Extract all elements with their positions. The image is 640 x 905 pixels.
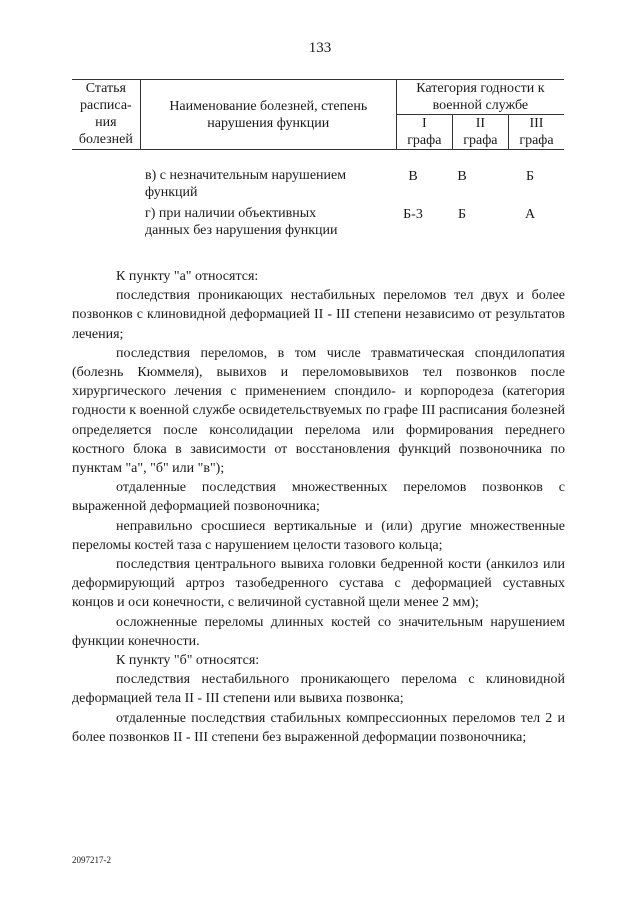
body-paragraph: отдаленные последствия множественных переломов позвонков с выраженной деформацией позвоночника; [72,480,565,515]
column-numeral: II [475,116,486,131]
body-paragraph: последствия переломов, в том числе травматическая спондилопатия (болезнь Кюммеля), вывихов и переломовывихов тел позвонков после хирургического лечения с применением спондило- и корпородеза (категория годности к военной службе освидетельствуемых по графе III расписания болезней определяется после консолидации перелома или формирования переднего костного блока в зависимости от восстановления функций позвоночника по пунктам "а", "б" или "в"); [72,345,565,477]
row-description [145,205,373,239]
column-label: графа [519,133,554,148]
body-text [72,267,565,747]
row-description [145,167,373,201]
article-header-line: Статья [85,81,126,96]
column-header-1 [396,115,452,150]
row-text-line: данных без нарушения функции [145,223,338,238]
row-text-line: функций [145,185,198,200]
document-code: 2097217-2 [72,855,111,865]
column-label: графа [407,133,442,148]
category-header-line: военной службе [432,98,529,113]
disease-table-header [72,79,564,150]
section-heading: К пункту "б" относятся: [116,653,260,669]
category-column-header [396,80,564,115]
section-heading: К пункту "а" относятся: [116,269,259,284]
row-category-2: Б [457,207,467,222]
name-header-line: нарушения функции [207,115,330,131]
column-numeral: III [529,116,544,131]
row-category-3: Б [525,169,535,184]
body-paragraph: последствия нестабильного проникающего перелома с клиновидной деформацией тела II - III степени или вывиха позвонка; [72,672,565,707]
body-paragraph: последствия центрального вывиха головки бедренной кости (анкилоз или деформирующий артроз тазобедренного сустава с деформацией суставных концов и оси конечности, с величиной суставной щели менее 2 мм); [72,557,565,611]
page-number: 133 [308,40,332,56]
name-column-header [140,80,396,150]
table-row [145,205,565,239]
row-category-1: Б-3 [403,207,423,222]
table-row [145,167,565,201]
article-header-line: ния [95,115,117,130]
body-paragraph: последствия проникающих нестабильных переломов тел двух и более позвонков с клиновидной деформацией II - III степени независимо от результатов лечения; [72,288,565,342]
body-paragraph: осложненные переломы длинных костей со значительным нарушением функции конечности. [72,614,565,649]
row-category-3: А [524,207,536,222]
row-category-1: В [408,169,418,184]
column-header-3 [508,115,564,150]
row-text-line: г) при наличии объективных [145,206,317,221]
column-header-2 [452,115,508,150]
column-label: графа [463,133,498,148]
column-numeral: I [421,116,427,131]
row-category-2: В [457,169,467,184]
table-rows [145,167,565,243]
category-header-line: Категория годности к [416,81,545,96]
article-header-line: расписа- [80,98,132,113]
row-text-line: в) с незначительным нарушением [145,168,347,183]
body-paragraph: неправильно сросшиеся вертикальные и (или) другие множественные переломы костей таза с нарушением целости тазового кольца; [72,518,565,553]
name-header-line: Наименование болезней, степень [169,98,368,114]
article-header-line: болезней [78,132,133,147]
body-paragraph: отдаленные последствия стабильных компрессионных переломов тел 2 и более позвонков II - III степени без выраженной деформации позвоночника; [72,710,565,745]
article-column-header [72,80,140,150]
